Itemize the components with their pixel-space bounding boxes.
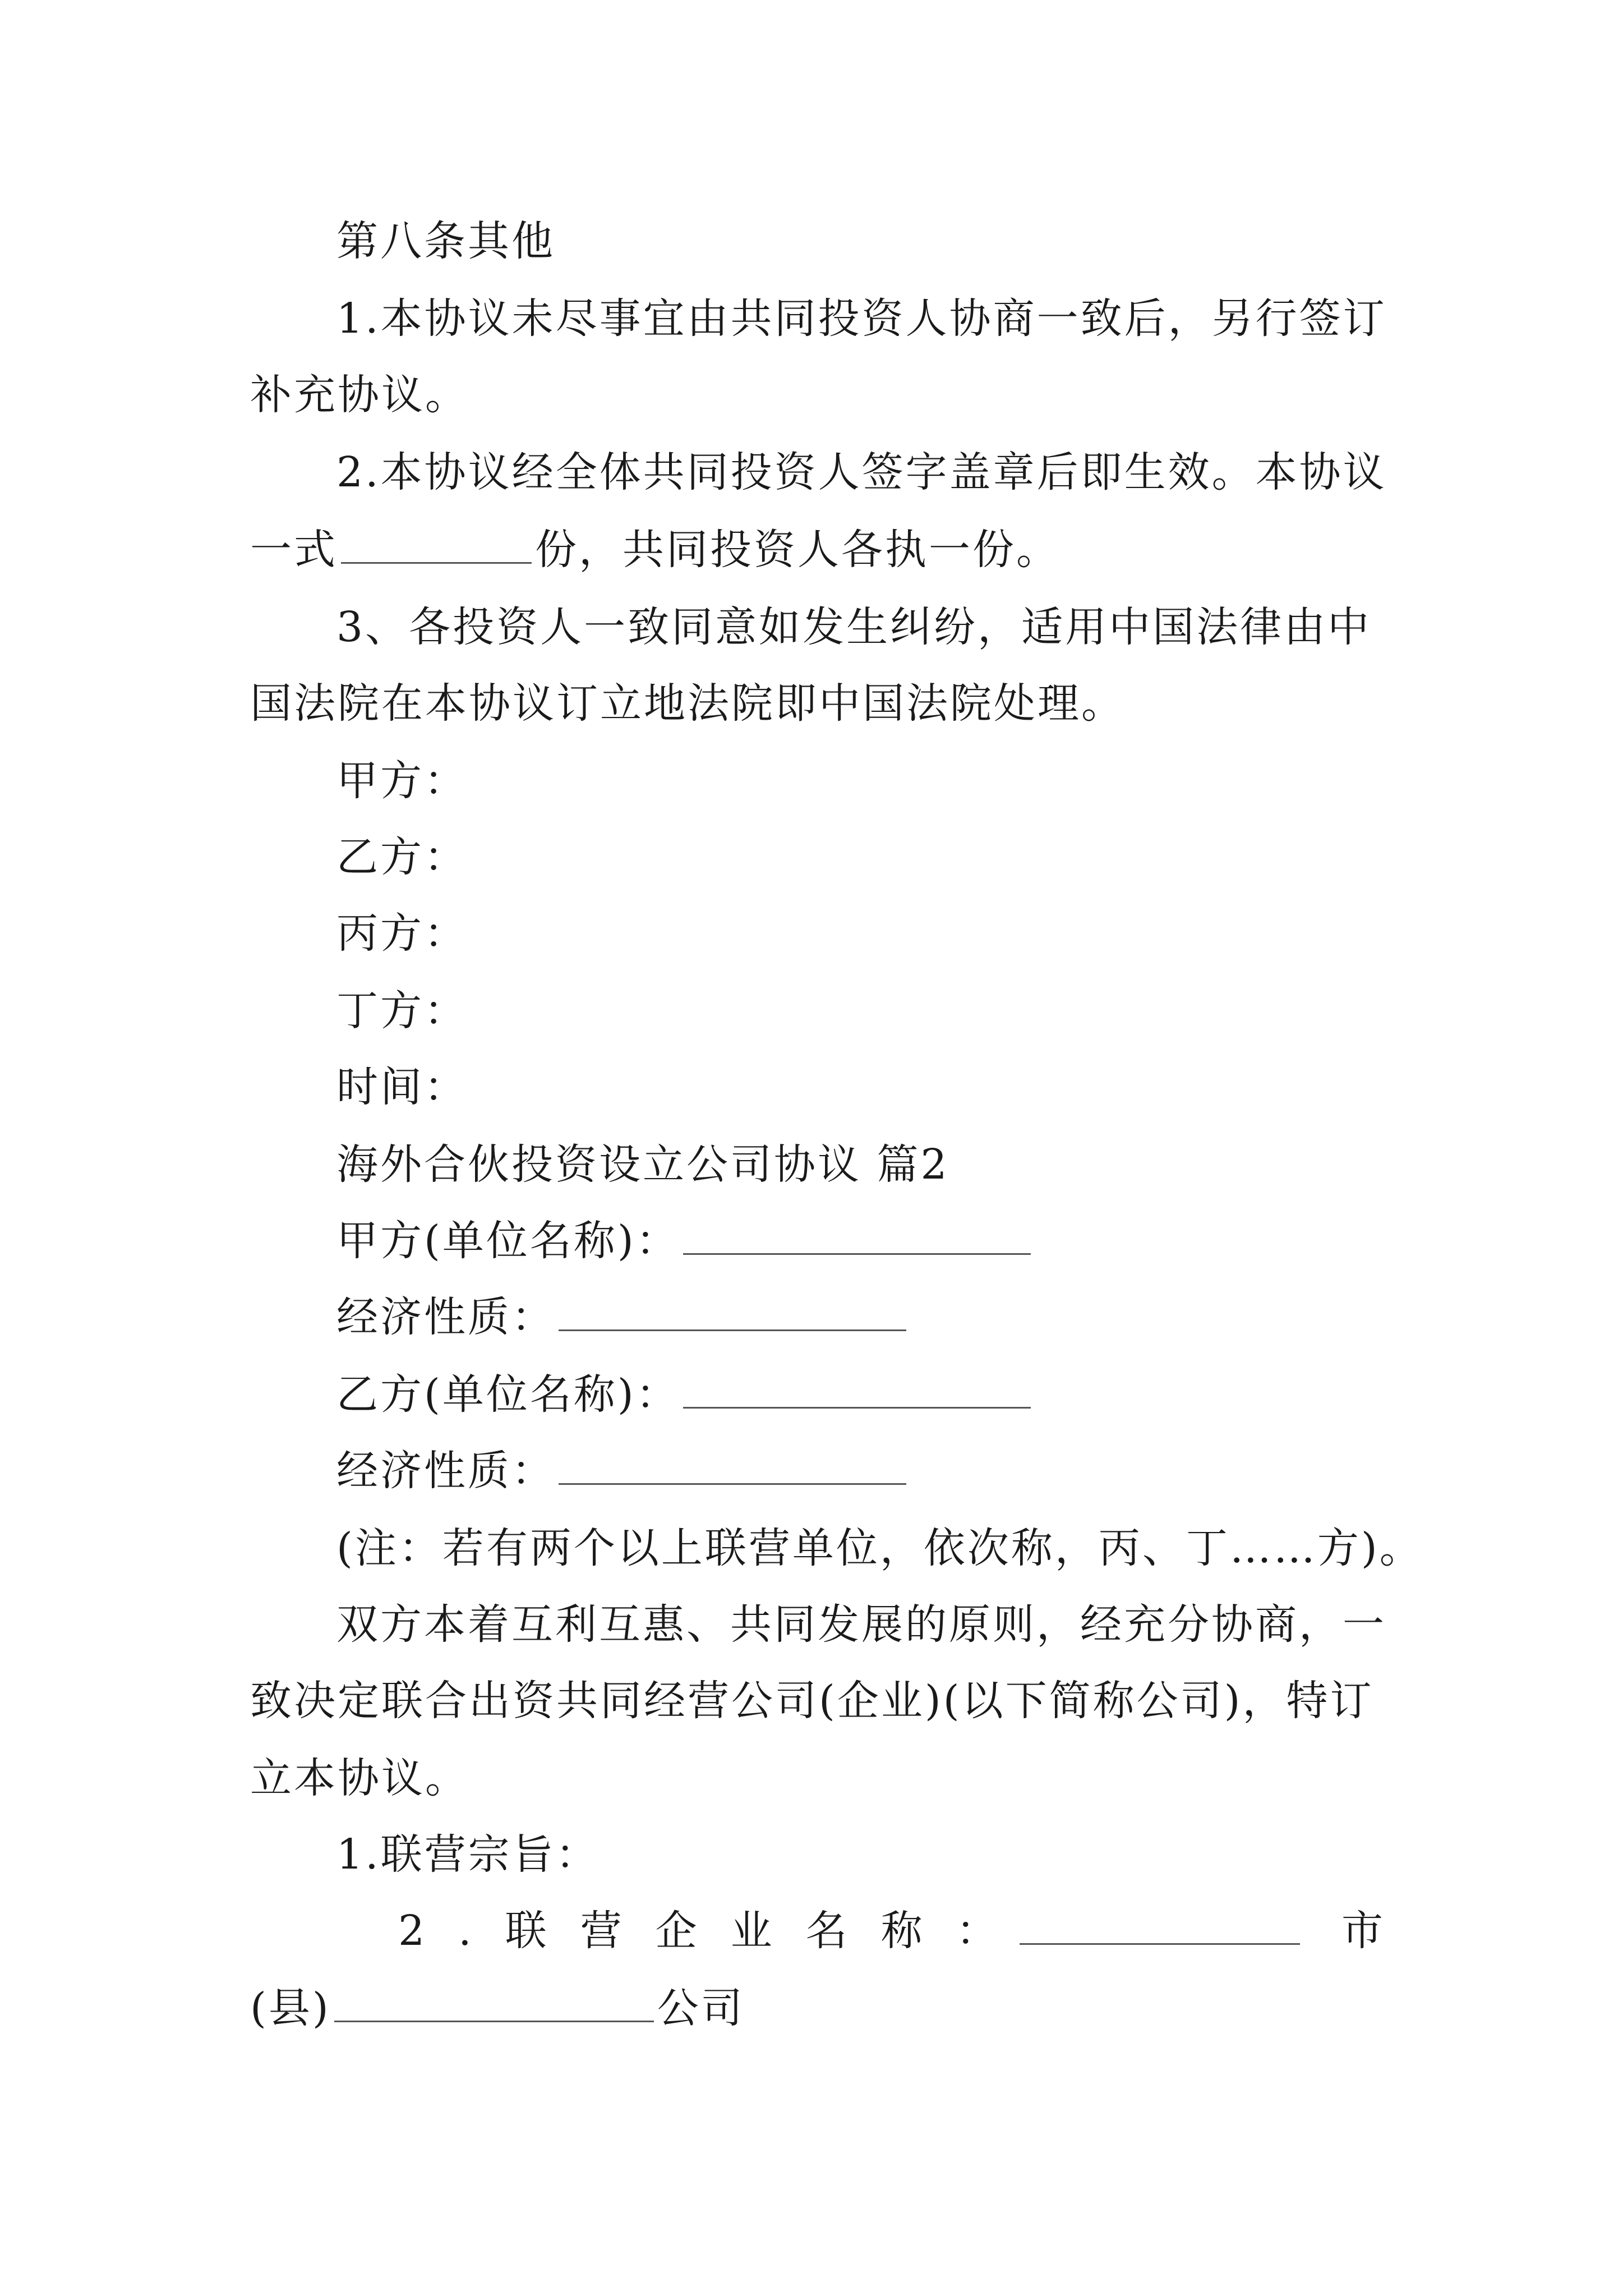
article-2-title: 海外合伙投资设立公司协议 篇2: [336, 1140, 949, 1189]
copies-label-pre: 一式: [250, 526, 338, 574]
clause-3-line-1: 3、各投资人一致同意如发生纠纷，适用中国法律由中: [336, 603, 1372, 651]
section-8-title: 第八条其他: [336, 217, 555, 265]
purpose-label: 1.联营宗旨：: [336, 1830, 600, 1879]
enterprise-city-blank[interactable]: [1020, 1907, 1300, 1945]
party-a-unit-blank[interactable]: [683, 1217, 1031, 1255]
preamble-line-1: 双方本着互利互惠、共同发展的原则，经充分协商，一: [336, 1600, 1386, 1649]
copies-label-post: 份，共同投资人各执一份。: [535, 526, 1060, 574]
party-b-unit-blank[interactable]: [683, 1371, 1031, 1409]
signing-time: 时间：: [336, 1063, 468, 1111]
party-a-unit-row: [336, 1213, 1034, 1269]
party-a-nature-row: [336, 1289, 910, 1345]
enterprise-county-blank[interactable]: [334, 1985, 654, 2022]
party-b-unit-label: 乙方(单位名称)：: [336, 1370, 680, 1419]
enterprise-city-row: [1016, 1903, 1303, 1959]
copies-blank-field[interactable]: [341, 526, 532, 564]
company-label: 公司: [657, 1984, 745, 2032]
clause-2-line-1: 2.本协议经全体共同投资人签字盖章后即生效。本协议: [336, 448, 1387, 496]
clause-1-line-2: 补充协议。: [250, 371, 469, 419]
party-b-nature-label: 经济性质：: [336, 1447, 555, 1495]
party-a-nature-label: 经济性质：: [336, 1293, 555, 1341]
party-a-unit-label: 甲方(单位名称)：: [336, 1217, 680, 1265]
preamble-line-2: 致决定联合出资共同经营公司(企业)(以下简称公司)，特订: [250, 1677, 1374, 1725]
preamble-line-3: 立本协议。: [250, 1754, 469, 1802]
party-a-nature-blank[interactable]: [559, 1294, 906, 1331]
party-d-signature: 丁方：: [336, 987, 468, 1035]
clause-3-line-2: 国法院在本协议订立地法院即中国法院处理。: [250, 679, 1125, 728]
party-c-signature: 丙方：: [336, 909, 468, 958]
note-line: (注：若有两个以上联营单位，依次称，丙、丁……方)。: [336, 1524, 1423, 1572]
party-b-unit-row: [336, 1366, 1034, 1423]
enterprise-name-label: [398, 1903, 1031, 1959]
enterprise-county-row: [250, 1980, 745, 2036]
enterprise-city-unit: 市: [1341, 1907, 1385, 1955]
party-b-nature-blank[interactable]: [559, 1447, 906, 1485]
clause-2-line-2: [250, 522, 1060, 578]
party-a-signature: 甲方：: [336, 757, 468, 805]
party-b-signature: 乙方：: [336, 833, 468, 881]
county-label: (县): [250, 1984, 331, 2032]
clause-1-line-1: 1.本协议未尽事宜由共同投资人协商一致后，另行签订: [336, 295, 1387, 343]
party-b-nature-row: [336, 1443, 910, 1499]
enterprise-name-text: 2.联营企业名称：: [398, 1907, 1031, 1955]
